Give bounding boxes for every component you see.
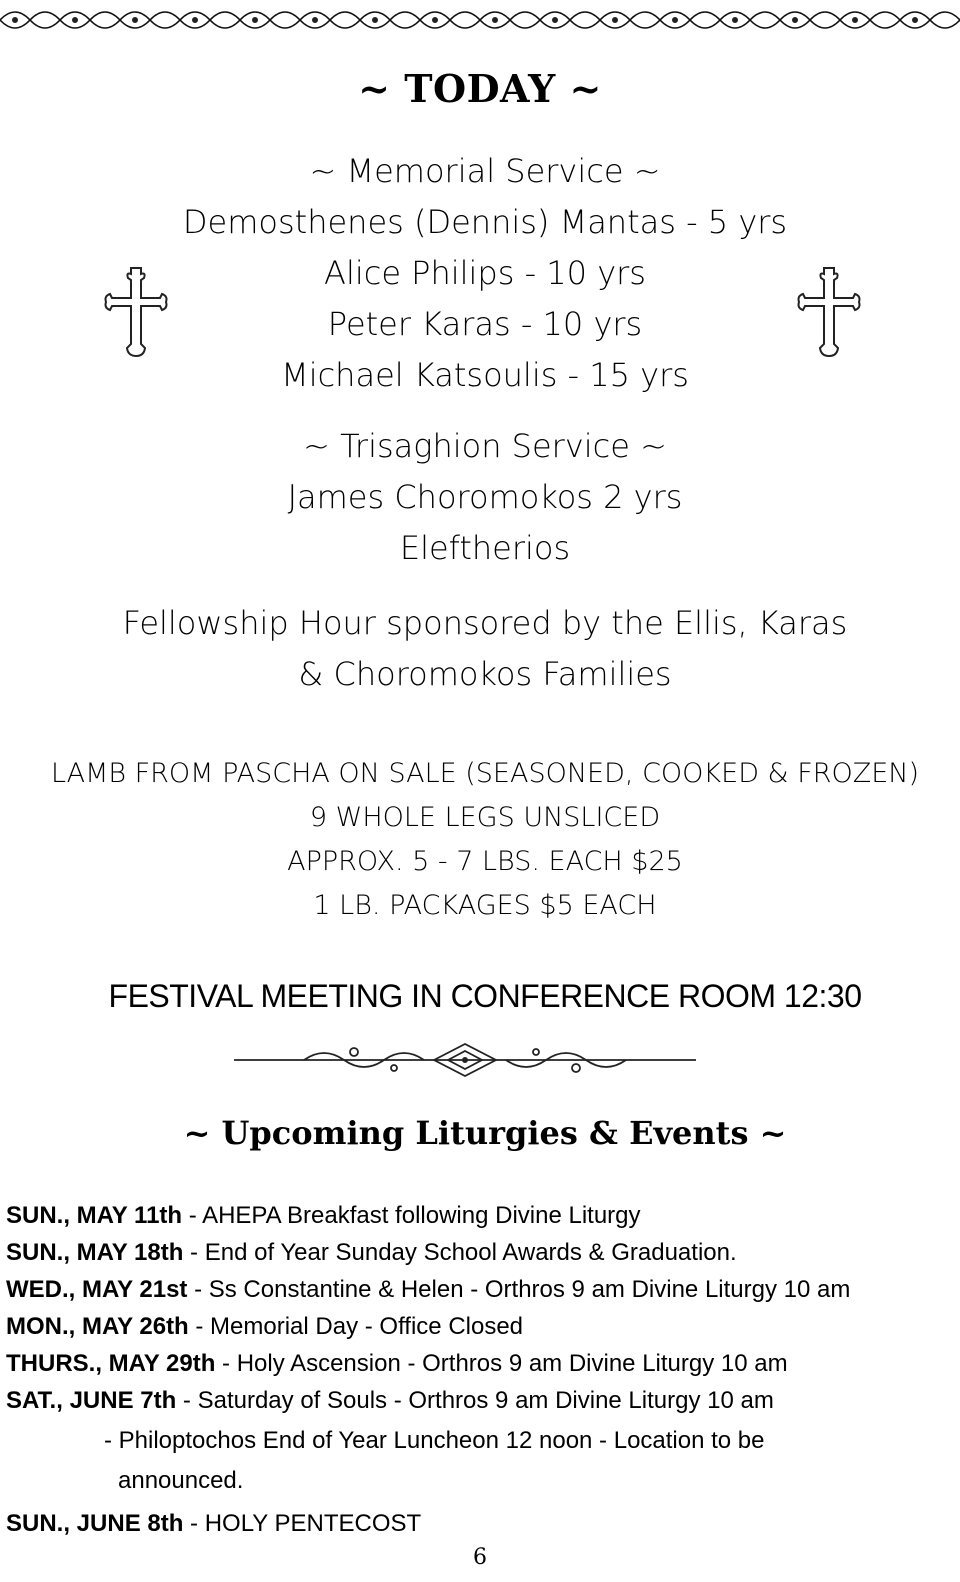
event-date: , MAY 18th <box>63 1239 184 1266</box>
list-item <box>6 1236 956 1273</box>
page-number: 6 <box>473 1545 487 1570</box>
event-day: SAT. <box>6 1387 57 1414</box>
trisaghion-name: Eleftherios <box>399 529 571 567</box>
lamb-sale-section <box>0 752 960 928</box>
list-item <box>6 1310 956 1347</box>
memorial-name: Michael Katsoulis - 15 yrs <box>281 356 689 394</box>
event-day: SUN. <box>6 1202 64 1229</box>
trisaghion-name: James Choromokos 2 yrs <box>287 478 683 516</box>
list-item <box>6 1347 956 1384</box>
trisaghion-title: ~ Trisaghion Service ~ <box>303 427 667 465</box>
event-date: , MAY 21st <box>68 1276 188 1303</box>
list-item <box>6 1199 956 1236</box>
memorial-service-section <box>0 146 960 401</box>
list-item <box>6 1507 956 1544</box>
event-sub-line: - Philoptochos End of Year Luncheon 12 noon - Location to be <box>104 1427 765 1454</box>
festival-meeting-notice: FESTIVAL MEETING IN CONFERENCE ROOM 12:30 <box>108 978 862 1014</box>
lamb-sale-line: 9 WHOLE LEGS UNSLICED <box>309 802 661 833</box>
event-date: , MAY 26th <box>68 1313 189 1340</box>
event-description: - Saturday of Souls - Orthros 9 am Divine Liturgy 10 am <box>176 1387 774 1414</box>
event-day: SUN. <box>6 1510 64 1537</box>
event-description: - Memorial Day - Office Closed <box>188 1313 524 1340</box>
event-description: - End of Year Sunday School Awards & Graduation. <box>183 1239 737 1266</box>
list-item <box>6 1273 956 1310</box>
memorial-name: Demosthenes (Dennis) Mantas - 5 yrs <box>182 203 788 241</box>
events-list <box>6 1199 956 1544</box>
fellowship-line: Fellowship Hour sponsored by the Ellis, Karas <box>122 604 848 642</box>
ornamental-divider <box>234 1038 696 1082</box>
event-date: , JUNE 7th <box>56 1387 177 1414</box>
fellowship-line: & Choromokos Families <box>298 655 672 693</box>
event-description: - AHEPA Breakfast following Divine Liturgy <box>182 1202 641 1229</box>
today-heading: ~ TODAY ~ <box>358 66 602 111</box>
event-date: , MAY 29th <box>95 1350 216 1377</box>
event-day: MON. <box>6 1313 69 1340</box>
event-day: THURS. <box>6 1350 96 1377</box>
fellowship-section <box>0 598 960 700</box>
list-item <box>6 1384 956 1421</box>
upcoming-events-heading: ~ Upcoming Liturgies & Events ~ <box>183 1114 787 1152</box>
event-day: SUN. <box>6 1239 64 1266</box>
event-day: WED. <box>6 1276 69 1303</box>
lamb-sale-line: LAMB FROM PASCHA ON SALE (SEASONED, COOKED & FROZEN) <box>50 758 920 789</box>
event-date: , JUNE 8th <box>63 1510 184 1537</box>
memorial-title: ~ Memorial Service ~ <box>309 152 661 190</box>
ornamental-border <box>0 0 960 40</box>
memorial-name: Peter Karas - 10 yrs <box>327 305 643 343</box>
trisaghion-section <box>0 421 960 574</box>
event-sub-line: announced. <box>118 1467 244 1494</box>
event-description: - Ss Constantine & Helen - Orthros 9 am Divine Liturgy 10 am <box>187 1276 851 1303</box>
event-description: - HOLY PENTECOST <box>183 1510 422 1537</box>
event-date: , MAY 11th <box>63 1202 183 1229</box>
event-description: - Holy Ascension - Orthros 9 am Divine Liturgy 10 am <box>215 1350 788 1377</box>
memorial-name: Alice Philips - 10 yrs <box>324 254 646 292</box>
lamb-sale-line: APPROX. 5 - 7 LBS. EACH $25 <box>287 846 683 877</box>
lamb-sale-line: 1 LB. PACKAGES $5 EACH <box>313 890 657 921</box>
